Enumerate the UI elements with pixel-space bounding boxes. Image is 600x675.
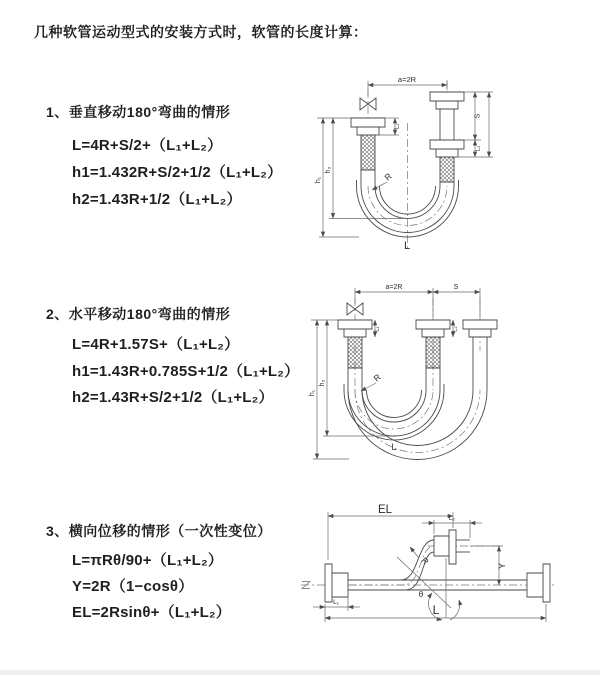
dimension-a2r: [355, 284, 480, 316]
h1-label: h₁: [315, 176, 322, 184]
braided-sleeve: [426, 337, 440, 368]
formula-line: L=4R+S/2+（L₁+L₂）: [72, 137, 223, 154]
formula-line: Y=2R（1−cosθ）: [72, 578, 194, 595]
middle-flange: [416, 320, 450, 337]
h1-label: h₁: [309, 389, 316, 397]
page-edge: [0, 670, 600, 675]
page-title: 几种软管运动型式的安装方式时，软管的长度计算：: [34, 24, 368, 40]
theta-label: θ: [418, 590, 424, 599]
hose-u-bend-initial: [344, 368, 444, 440]
diagram-horizontal-180: [303, 278, 503, 468]
section-heading: 2、水平移动180°弯曲的情形: [46, 306, 231, 322]
centerlines: [368, 80, 447, 248]
l1-label: L₁: [374, 326, 381, 332]
right-flange: [430, 92, 464, 157]
h2-label: h₂: [319, 379, 326, 387]
l2-label: L₂: [452, 326, 459, 332]
l1-label: L₁: [394, 123, 401, 130]
formula-line: h1=1.43R+0.785S+1/2（L₁+L₂）: [72, 363, 300, 380]
braided-sleeve: [361, 135, 375, 170]
dimension-y: [470, 546, 508, 585]
length-label: L: [432, 603, 440, 617]
diagram-lateral-displacement: [293, 500, 600, 634]
dim-a-label: a=2R: [397, 75, 417, 84]
dimension-l: [325, 603, 546, 622]
section-vertical-180: [46, 102, 316, 212]
l2-label: L₂: [448, 515, 456, 522]
left-flange: [325, 564, 348, 602]
section-lateral-displacement: [46, 521, 316, 631]
formula-line: h2=1.43R+1/2（L₁+L₂）: [72, 191, 242, 208]
upper-flange: [434, 530, 470, 564]
left-flange: [338, 320, 372, 337]
dimension-h1: [315, 118, 359, 237]
dimension-h1: [309, 320, 349, 459]
l1-label: L₁: [333, 599, 339, 606]
section-heading: 3、横向位移的情形（一次性变位）: [46, 523, 272, 539]
formula-line: EL=2Rsinθ+（L₁+L₂）: [72, 604, 231, 621]
radius-label: R: [371, 371, 383, 384]
formula-line: h2=1.43R+S/2+1/2（L₁+L₂）: [72, 389, 274, 406]
hose-u-bend-displaced: [348, 337, 487, 460]
angle-theta: [397, 557, 460, 620]
right-flange: [463, 320, 497, 337]
s-label: S: [453, 284, 459, 291]
radius-leader: [361, 372, 383, 391]
section-horizontal-180: [46, 304, 316, 414]
radius-label: R: [382, 170, 394, 183]
formula-line: h1=1.432R+S/2+1/2（L₁+L₂）: [72, 164, 283, 181]
right-flange: [527, 564, 550, 602]
h2-label: h₂: [325, 166, 332, 174]
section-heading: 1、垂直移动180°弯曲的情形: [46, 104, 231, 120]
dimension-l2: [453, 320, 459, 337]
y-label: Y: [497, 562, 508, 570]
left-flange: [351, 118, 385, 135]
braided-sleeve: [348, 337, 362, 368]
formula-line: L=πRθ/90+（L₁+L₂）: [72, 552, 224, 569]
dim-a-label: a=2R: [385, 284, 403, 291]
dimension-l1: [375, 320, 381, 337]
braided-sleeve: [440, 157, 454, 182]
s-label: S: [474, 113, 482, 119]
length-label: L: [403, 240, 411, 252]
l2-label: L₂: [475, 145, 482, 152]
length-label: L: [391, 442, 397, 452]
formula-line: L=4R+1.57S+（L₁+L₂）: [72, 336, 240, 353]
radius-label: R: [419, 555, 431, 567]
hose-s-bend: [348, 540, 434, 590]
el-label: EL: [377, 504, 393, 516]
diagram-vertical-180: [303, 68, 513, 260]
dimension-s: [433, 284, 480, 292]
